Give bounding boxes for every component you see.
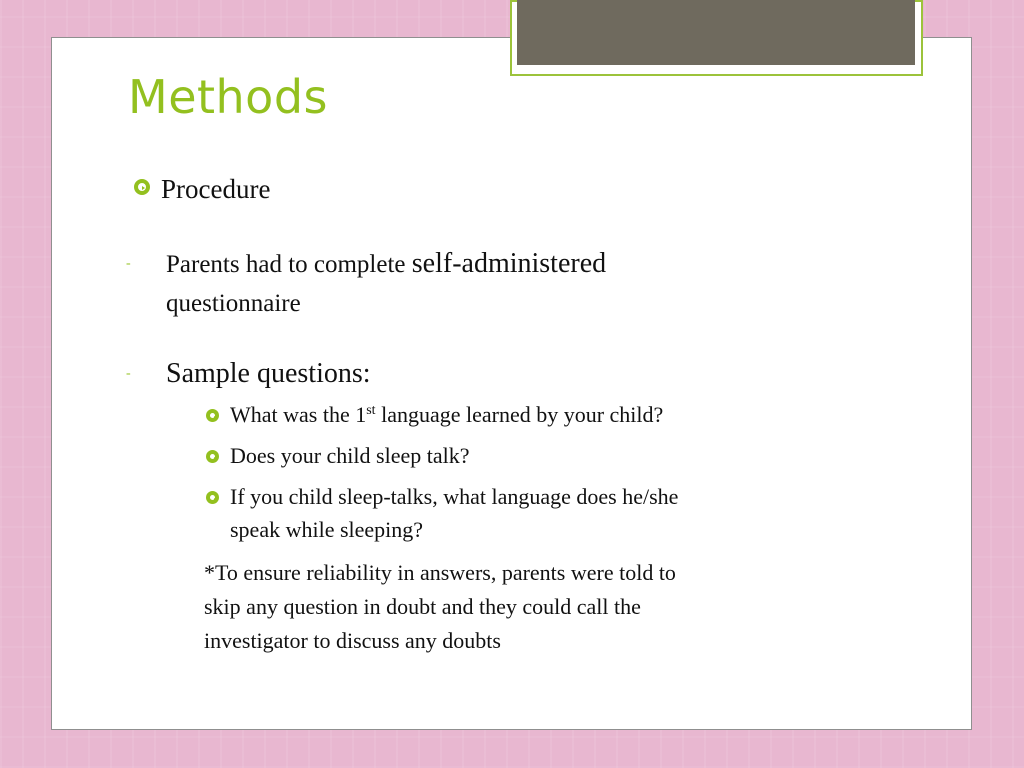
- slide-title: Methods: [128, 70, 328, 124]
- bullet-icon: [206, 491, 219, 504]
- question-text: What was the 1: [230, 402, 367, 427]
- question-text: Does your child sleep talk?: [230, 443, 470, 468]
- dash-marker: -: [126, 366, 131, 381]
- bullet-procedure: [134, 174, 270, 205]
- bullet-icon: [206, 450, 219, 463]
- list-item: [206, 480, 846, 546]
- bullet-icon: [206, 409, 219, 422]
- question-text-line-1: If you child sleep-talks, what language does he/she: [230, 484, 679, 509]
- bullet-procedure-label: Procedure: [161, 174, 271, 204]
- question-superscript: st: [366, 403, 376, 418]
- sample-questions-list: [206, 398, 846, 554]
- question-text-end: language learned by your child?: [375, 402, 664, 427]
- dash-item-line-2: questionnaire: [166, 290, 301, 317]
- list-item: [206, 439, 846, 472]
- note-line-2: skip any question in doubt and they could call the: [204, 594, 641, 619]
- list-item: [206, 398, 846, 431]
- question-text-line-2: speak while sleeping?: [230, 517, 424, 542]
- dash-item-sample-label: Sample questions:: [166, 358, 371, 389]
- photo-placeholder: [517, 0, 915, 65]
- note-line-3: investigator to discuss any doubts: [204, 628, 501, 653]
- dash-item-text-b: self-administered: [411, 248, 607, 279]
- note-line-1: *To ensure reliability in answers, parents were told to: [204, 560, 676, 585]
- dash-item-line-1: [166, 244, 606, 285]
- dash-item-text-a: Parents had to complete: [166, 251, 412, 278]
- reliability-note: [204, 556, 834, 658]
- bullet-icon: [134, 179, 150, 195]
- dash-marker: -: [126, 256, 131, 271]
